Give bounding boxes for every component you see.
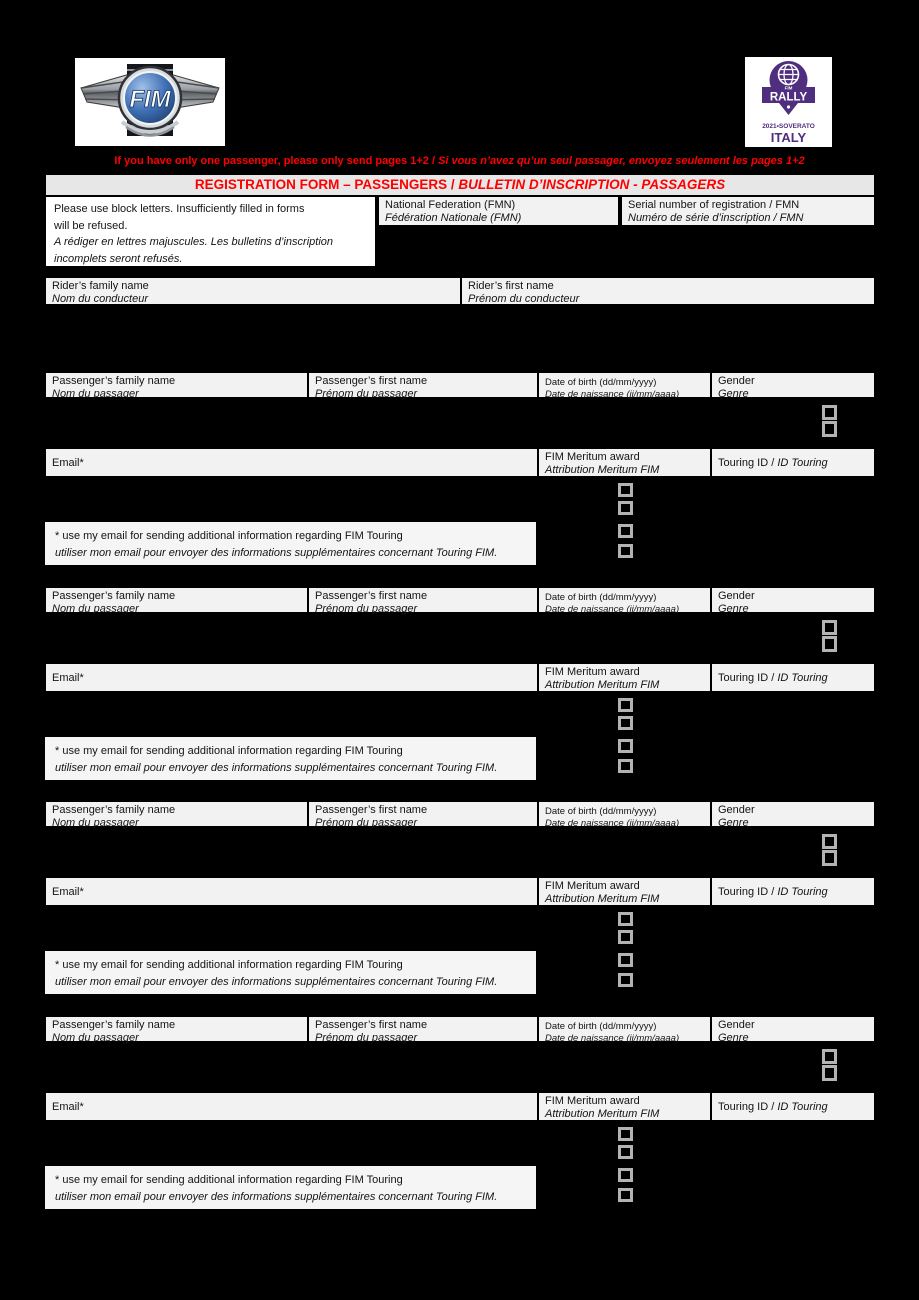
email-consent-note <box>44 736 537 781</box>
fim-meritum-award-field[interactable] <box>537 447 712 478</box>
form-title-separator: / <box>447 177 459 192</box>
email-consent-note <box>44 521 537 566</box>
fim-logo <box>75 58 225 146</box>
passenger-first-label-fr: Prénom du passager <box>315 603 418 615</box>
passenger-family-label-fr: Nom du passager <box>52 388 139 400</box>
passenger-gender-label-fr: Genre <box>718 1032 749 1044</box>
rider-family-label-fr: Nom du conducteur <box>52 293 148 305</box>
passenger-dob-label-fr: Date de naissance (jj/mm/aaaa) <box>545 604 680 615</box>
email-consent-note-en: * use my email for sending additional information regarding FIM Touring <box>55 530 403 542</box>
rider-first-label-fr: Prénom du conducteur <box>468 293 580 305</box>
passenger-first-label-en: Passenger’s first name <box>315 375 428 387</box>
email-consent-note-en: * use my email for sending additional information regarding FIM Touring <box>55 1174 403 1186</box>
passenger-gender-field[interactable] <box>710 586 876 614</box>
instructions-en-line1: Please use block letters. Insufficiently filled in forms <box>54 203 305 215</box>
passenger-dob-label-en: Date of birth (dd/mm/yyyy) <box>545 592 657 603</box>
instructions-en-line2: will be refused. <box>54 219 128 232</box>
touring-id-field[interactable] <box>710 876 876 907</box>
meritum-option-2-checkbox[interactable] <box>618 930 633 944</box>
gender-option-2-checkbox[interactable] <box>822 636 837 652</box>
passenger-dob-field[interactable] <box>537 371 712 399</box>
warning-en: If you have only one passenger, please only send pages 1+2 <box>114 155 429 167</box>
passenger-dob-label-fr: Date de naissance (jj/mm/aaaa) <box>545 389 680 400</box>
fim-logo-text: FIM <box>129 86 171 113</box>
passenger-email-field[interactable] <box>44 876 539 907</box>
passenger-dob-label-fr: Date de naissance (jj/mm/aaaa) <box>545 818 680 829</box>
passenger-gender-label-fr: Genre <box>718 603 749 615</box>
passenger-gender-field[interactable] <box>710 371 876 399</box>
serial-number-label-fr: Numéro de série d’inscription / FMN <box>628 212 804 224</box>
touring-label-en: Touring ID / <box>718 1101 775 1113</box>
touring-label-fr: ID Touring <box>777 457 828 469</box>
email-consent-2-checkbox[interactable] <box>618 544 633 558</box>
email-consent-note-en: * use my email for sending additional information regarding FIM Touring <box>55 745 403 757</box>
passenger-block-2 <box>0 586 919 782</box>
passenger-first-label-en: Passenger’s first name <box>315 1019 428 1031</box>
passenger-first-label-fr: Prénom du passager <box>315 388 418 400</box>
passenger-dob-field[interactable] <box>537 1015 712 1043</box>
passenger-first-name-field[interactable] <box>307 800 539 828</box>
passenger-email-label: Email* <box>52 1101 84 1113</box>
passenger-first-label-fr: Prénom du passager <box>315 1032 418 1044</box>
instructions-fr-line2: incomplets seront refusés. <box>54 252 183 265</box>
passenger-first-name-field[interactable] <box>307 1015 539 1043</box>
passenger-gender-field[interactable] <box>710 1015 876 1043</box>
passenger-gender-label-fr: Genre <box>718 388 749 400</box>
touring-id-field[interactable] <box>710 447 876 478</box>
block-letters-instructions <box>44 195 377 268</box>
passenger-dob-label-en: Date of birth (dd/mm/yyyy) <box>545 806 657 817</box>
meritum-label-fr: Attribution Meritum FIM <box>545 1108 660 1120</box>
fim-rally-badge-icon <box>745 57 832 147</box>
rider-first-name-field[interactable] <box>460 276 876 306</box>
passenger-block-3 <box>0 800 919 996</box>
meritum-label-fr: Attribution Meritum FIM <box>545 679 660 691</box>
meritum-option-2-checkbox[interactable] <box>618 1145 633 1159</box>
touring-id-field[interactable] <box>710 662 876 693</box>
passenger-gender-field[interactable] <box>710 800 876 828</box>
meritum-option-1-checkbox[interactable] <box>618 698 633 712</box>
email-consent-1-checkbox[interactable] <box>618 1168 633 1182</box>
passenger-family-label-fr: Nom du passager <box>52 603 139 615</box>
gender-option-2-checkbox[interactable] <box>822 1065 837 1081</box>
email-consent-note-fr: utiliser mon email pour envoyer des informations supplémentaires concernant Touring FIM. <box>55 1191 498 1203</box>
instructions-fr-line1: A rédiger en lettres majuscules. Les bulletins d’inscription <box>54 236 334 248</box>
passenger-block-4 <box>0 1015 919 1211</box>
passenger-family-label-en: Passenger’s family name <box>52 590 176 602</box>
meritum-label-en: FIM Meritum award <box>545 880 640 892</box>
email-consent-1-checkbox[interactable] <box>618 524 633 538</box>
passenger-family-label-fr: Nom du passager <box>52 1032 139 1044</box>
passenger-email-field[interactable] <box>44 1091 539 1122</box>
passenger-email-field[interactable] <box>44 662 539 693</box>
touring-label-fr: ID Touring <box>777 1101 828 1113</box>
passenger-family-name-field[interactable] <box>44 586 309 614</box>
passenger-family-label-en: Passenger’s family name <box>52 375 176 387</box>
rally-country-text: ITALY <box>770 130 807 145</box>
passenger-gender-label-en: Gender <box>718 590 755 602</box>
passenger-gender-label-en: Gender <box>718 375 755 387</box>
email-consent-note-en: * use my email for sending additional information regarding FIM Touring <box>55 959 403 971</box>
gender-option-1-checkbox[interactable] <box>822 1049 837 1064</box>
meritum-option-1-checkbox[interactable] <box>618 912 633 926</box>
passenger-gender-label-fr: Genre <box>718 817 749 829</box>
email-consent-1-checkbox[interactable] <box>618 953 633 967</box>
touring-id-field[interactable] <box>710 1091 876 1122</box>
serial-number-label-en: Serial number of registration / FMN <box>628 199 800 211</box>
passenger-family-label-fr: Nom du passager <box>52 817 139 829</box>
fim-meritum-award-field[interactable] <box>537 876 712 907</box>
meritum-option-1-checkbox[interactable] <box>618 1127 633 1141</box>
email-consent-note-fr: utiliser mon email pour envoyer des informations supplémentaires concernant Touring FIM. <box>55 762 498 774</box>
passenger-email-label: Email* <box>52 672 84 684</box>
passenger-block-1 <box>0 371 919 567</box>
passenger-family-name-field[interactable] <box>44 800 309 828</box>
passenger-email-label: Email* <box>52 457 84 469</box>
touring-label-fr: ID Touring <box>777 672 828 684</box>
gender-option-1-checkbox[interactable] <box>822 405 837 420</box>
meritum-label-en: FIM Meritum award <box>545 666 640 678</box>
fim-wings-icon <box>75 58 225 146</box>
passenger-first-label-fr: Prénom du passager <box>315 817 418 829</box>
email-consent-1-checkbox[interactable] <box>618 739 633 753</box>
passenger-dob-label-en: Date of birth (dd/mm/yyyy) <box>545 1021 657 1032</box>
touring-label-en: Touring ID / <box>718 672 775 684</box>
touring-label-en: Touring ID / <box>718 457 775 469</box>
rally-text: RALLY <box>769 91 808 104</box>
passenger-gender-label-en: Gender <box>718 804 755 816</box>
warning-separator: / <box>428 155 439 167</box>
passenger-dob-label-fr: Date de naissance (jj/mm/aaaa) <box>545 1033 680 1044</box>
national-federation-label-fr: Fédération Nationale (FMN) <box>385 212 522 224</box>
fim-meritum-award-field[interactable] <box>537 662 712 693</box>
email-consent-note-fr: utiliser mon email pour envoyer des informations supplémentaires concernant Touring FIM. <box>55 976 498 988</box>
passenger-gender-label-en: Gender <box>718 1019 755 1031</box>
passenger-dob-label-en: Date of birth (dd/mm/yyyy) <box>545 377 657 388</box>
meritum-label-fr: Attribution Meritum FIM <box>545 464 660 476</box>
passenger-family-label-en: Passenger’s family name <box>52 1019 176 1031</box>
email-consent-note <box>44 1165 537 1210</box>
passenger-family-label-en: Passenger’s family name <box>52 804 176 816</box>
meritum-option-2-checkbox[interactable] <box>618 501 633 515</box>
national-federation-label-en: National Federation (FMN) <box>385 199 516 211</box>
form-title-bar <box>44 173 876 197</box>
passenger-first-name-field[interactable] <box>307 371 539 399</box>
email-consent-2-checkbox[interactable] <box>618 973 633 987</box>
passenger-dob-field[interactable] <box>537 800 712 828</box>
gender-option-1-checkbox[interactable] <box>822 620 837 635</box>
passenger-family-name-field[interactable] <box>44 1015 309 1043</box>
meritum-label-en: FIM Meritum award <box>545 1095 640 1107</box>
gender-option-2-checkbox[interactable] <box>822 850 837 866</box>
form-title-en: REGISTRATION FORM – PASSENGERS <box>194 177 448 192</box>
one-passenger-warning <box>0 155 919 167</box>
national-federation-field[interactable] <box>377 195 620 227</box>
passenger-first-label-en: Passenger’s first name <box>315 804 428 816</box>
rally-fim-text: FIM <box>784 85 793 91</box>
gender-option-1-checkbox[interactable] <box>822 834 837 849</box>
meritum-option-1-checkbox[interactable] <box>618 483 633 497</box>
fim-rally-logo <box>745 57 832 147</box>
touring-label-en: Touring ID / <box>718 886 775 898</box>
email-consent-note-fr: utiliser mon email pour envoyer des informations supplémentaires concernant Touring FIM. <box>55 547 498 559</box>
meritum-option-2-checkbox[interactable] <box>618 716 633 730</box>
warning-fr: Si vous n’avez qu’un seul passager, envoyez seulement les pages 1+2 <box>438 155 805 167</box>
rally-year-city-text: 2021•SOVERATO <box>762 123 815 130</box>
email-consent-2-checkbox[interactable] <box>618 1188 633 1202</box>
rider-first-label-en: Rider’s first name <box>468 280 554 292</box>
fim-meritum-award-field[interactable] <box>537 1091 712 1122</box>
passenger-family-name-field[interactable] <box>44 371 309 399</box>
touring-label-fr: ID Touring <box>777 886 828 898</box>
rider-family-label-en: Rider’s family name <box>52 280 149 292</box>
passenger-first-name-field[interactable] <box>307 586 539 614</box>
passenger-email-field[interactable] <box>44 447 539 478</box>
email-consent-2-checkbox[interactable] <box>618 759 633 773</box>
email-consent-note <box>44 950 537 995</box>
form-title-fr: BULLETIN D’INSCRIPTION - PASSAGERS <box>458 177 726 192</box>
serial-number-field[interactable] <box>620 195 876 227</box>
gender-option-2-checkbox[interactable] <box>822 421 837 437</box>
meritum-label-fr: Attribution Meritum FIM <box>545 893 660 905</box>
rider-family-name-field[interactable] <box>44 276 462 306</box>
passenger-email-label: Email* <box>52 886 84 898</box>
passenger-dob-field[interactable] <box>537 586 712 614</box>
meritum-label-en: FIM Meritum award <box>545 451 640 463</box>
passenger-first-label-en: Passenger’s first name <box>315 590 428 602</box>
